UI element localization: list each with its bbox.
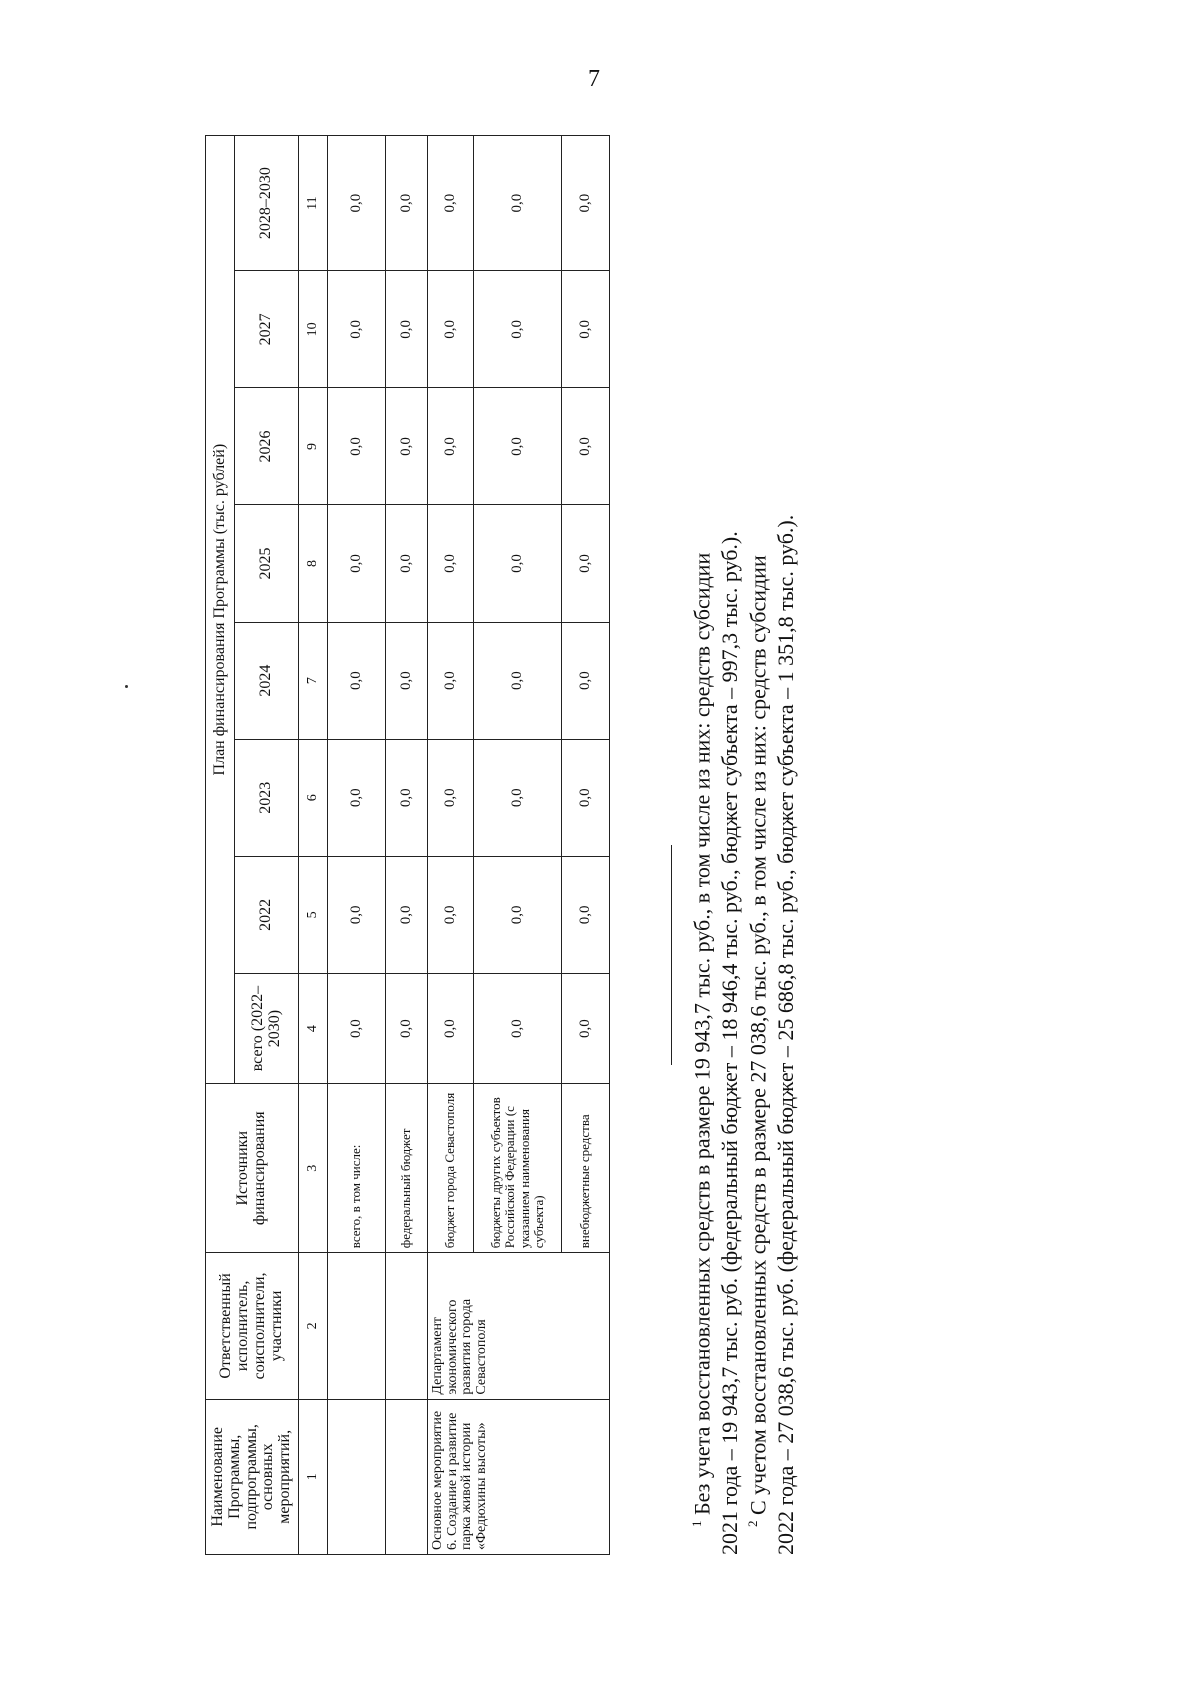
separator-rule xyxy=(671,845,672,1065)
value-cell: 0,0 xyxy=(386,739,428,856)
value-cell: 0,0 xyxy=(474,856,562,973)
value-cell: 0,0 xyxy=(474,739,562,856)
value-cell: 0,0 xyxy=(386,622,428,739)
col-number: 5 xyxy=(299,856,328,973)
empty-cell xyxy=(328,1253,386,1399)
value-cell: 0,0 xyxy=(562,388,610,505)
col-number: 8 xyxy=(299,505,328,622)
header-year: 2027 xyxy=(235,271,299,388)
value-cell: 0,0 xyxy=(474,973,562,1083)
value-cell: 0,0 xyxy=(386,856,428,973)
table-row xyxy=(328,136,386,1555)
empty-cell xyxy=(386,1399,428,1554)
value-cell: 0,0 xyxy=(386,505,428,622)
financing-table xyxy=(205,135,610,1555)
value-cell: 0,0 xyxy=(328,136,386,271)
header-year: 2025 xyxy=(235,505,299,622)
header-year: 2028–2030 xyxy=(235,136,299,271)
value-cell: 0,0 xyxy=(474,271,562,388)
col-number: 9 xyxy=(299,388,328,505)
footnote-1-line1 xyxy=(683,135,716,1555)
col-number: 1 xyxy=(299,1399,328,1554)
footnote-1-line2: 2021 года – 19 943,7 тыс. руб. (федеральный бюджет – 18 946,4 тыс. руб., бюджет субъекта – 997,3 тыс. руб.). xyxy=(717,531,743,1555)
value-cell: 0,0 xyxy=(474,136,562,271)
header-sources: Источники финансирования xyxy=(206,1084,299,1253)
scan-speck xyxy=(125,685,128,688)
executor-name: Департамент экономического развития города Севастополя xyxy=(428,1253,610,1399)
source-cell: внебюджетные средства xyxy=(562,1084,610,1253)
col-number: 6 xyxy=(299,739,328,856)
empty-cell xyxy=(386,1253,428,1399)
footnote-1-text: Без учета восстановленных средств в размере 19 943,7 тыс. руб., в том числе из них: средств субсидии xyxy=(689,552,715,1515)
footnote-2-mark: 2 xyxy=(745,1520,760,1527)
col-number: 10 xyxy=(299,271,328,388)
footnote-1 xyxy=(683,135,744,1555)
col-number: 2 xyxy=(299,1253,328,1399)
value-cell: 0,0 xyxy=(474,505,562,622)
page-number: 7 xyxy=(588,66,600,92)
value-cell: 0,0 xyxy=(562,739,610,856)
footnote-1-mark: 1 xyxy=(689,1520,704,1527)
col-number: 4 xyxy=(299,973,328,1083)
value-cell: 0,0 xyxy=(562,622,610,739)
value-cell: 0,0 xyxy=(562,136,610,271)
value-cell: 0,0 xyxy=(328,856,386,973)
footnote-2-text: С учетом восстановленных средств в размере 27 038,6 тыс. руб., в том числе из них: средств субсидии xyxy=(745,555,771,1515)
value-cell: 0,0 xyxy=(428,505,474,622)
value-cell: 0,0 xyxy=(428,271,474,388)
value-cell: 0,0 xyxy=(562,973,610,1083)
footnote-2-line2: 2022 года – 27 038,6 тыс. руб. (федеральный бюджет – 25 686,8 тыс. руб., бюджет субъекта – 1 351,8 тыс. руб.). xyxy=(773,514,799,1555)
value-cell: 0,0 xyxy=(474,622,562,739)
value-cell: 0,0 xyxy=(328,739,386,856)
footnote-2-line1 xyxy=(739,135,772,1555)
value-cell: 0,0 xyxy=(386,271,428,388)
source-cell: бюджет города Севастополя xyxy=(428,1084,474,1253)
empty-cell xyxy=(328,1399,386,1554)
value-cell: 0,0 xyxy=(386,388,428,505)
footnote-2 xyxy=(739,135,800,1555)
value-cell: 0,0 xyxy=(428,973,474,1083)
value-cell: 0,0 xyxy=(562,271,610,388)
value-cell: 0,0 xyxy=(386,136,428,271)
header-executor: Ответственный исполнитель, соисполнители, участники xyxy=(206,1253,299,1399)
header-name: Наименование Программы, подпрограммы, основных мероприятий, xyxy=(206,1399,299,1554)
value-cell: 0,0 xyxy=(428,739,474,856)
rotated-content xyxy=(205,135,799,1555)
source-cell: всего, в том числе: xyxy=(328,1084,386,1253)
col-number: 11 xyxy=(299,136,328,271)
value-cell: 0,0 xyxy=(428,136,474,271)
col-number: 3 xyxy=(299,1084,328,1253)
value-cell: 0,0 xyxy=(428,622,474,739)
value-cell: 0,0 xyxy=(562,856,610,973)
value-cell: 0,0 xyxy=(328,973,386,1083)
source-cell: бюджеты других субъектов Российской Федерации (с указанием наименования субъекта) xyxy=(474,1084,562,1253)
source-cell: федеральный бюджет xyxy=(386,1084,428,1253)
header-plan: План финансирования Программы (тыс. рублей) xyxy=(206,136,235,1084)
table-row xyxy=(386,136,428,1555)
value-cell: 0,0 xyxy=(328,271,386,388)
col-number: 7 xyxy=(299,622,328,739)
value-cell: 0,0 xyxy=(328,505,386,622)
header-year: 2024 xyxy=(235,622,299,739)
value-cell: 0,0 xyxy=(428,388,474,505)
table-row xyxy=(428,136,474,1555)
header-year: 2022 xyxy=(235,856,299,973)
value-cell: 0,0 xyxy=(386,973,428,1083)
value-cell: 0,0 xyxy=(428,856,474,973)
value-cell: 0,0 xyxy=(328,388,386,505)
value-cell: 0,0 xyxy=(474,388,562,505)
value-cell: 0,0 xyxy=(328,622,386,739)
header-total: всего (2022–2030) xyxy=(235,973,299,1083)
value-cell: 0,0 xyxy=(562,505,610,622)
activity-name: Основное мероприятие 6. Создание и развитие парка живой истории «Федюхины высоты» xyxy=(428,1399,610,1554)
header-year: 2026 xyxy=(235,388,299,505)
header-year: 2023 xyxy=(235,739,299,856)
